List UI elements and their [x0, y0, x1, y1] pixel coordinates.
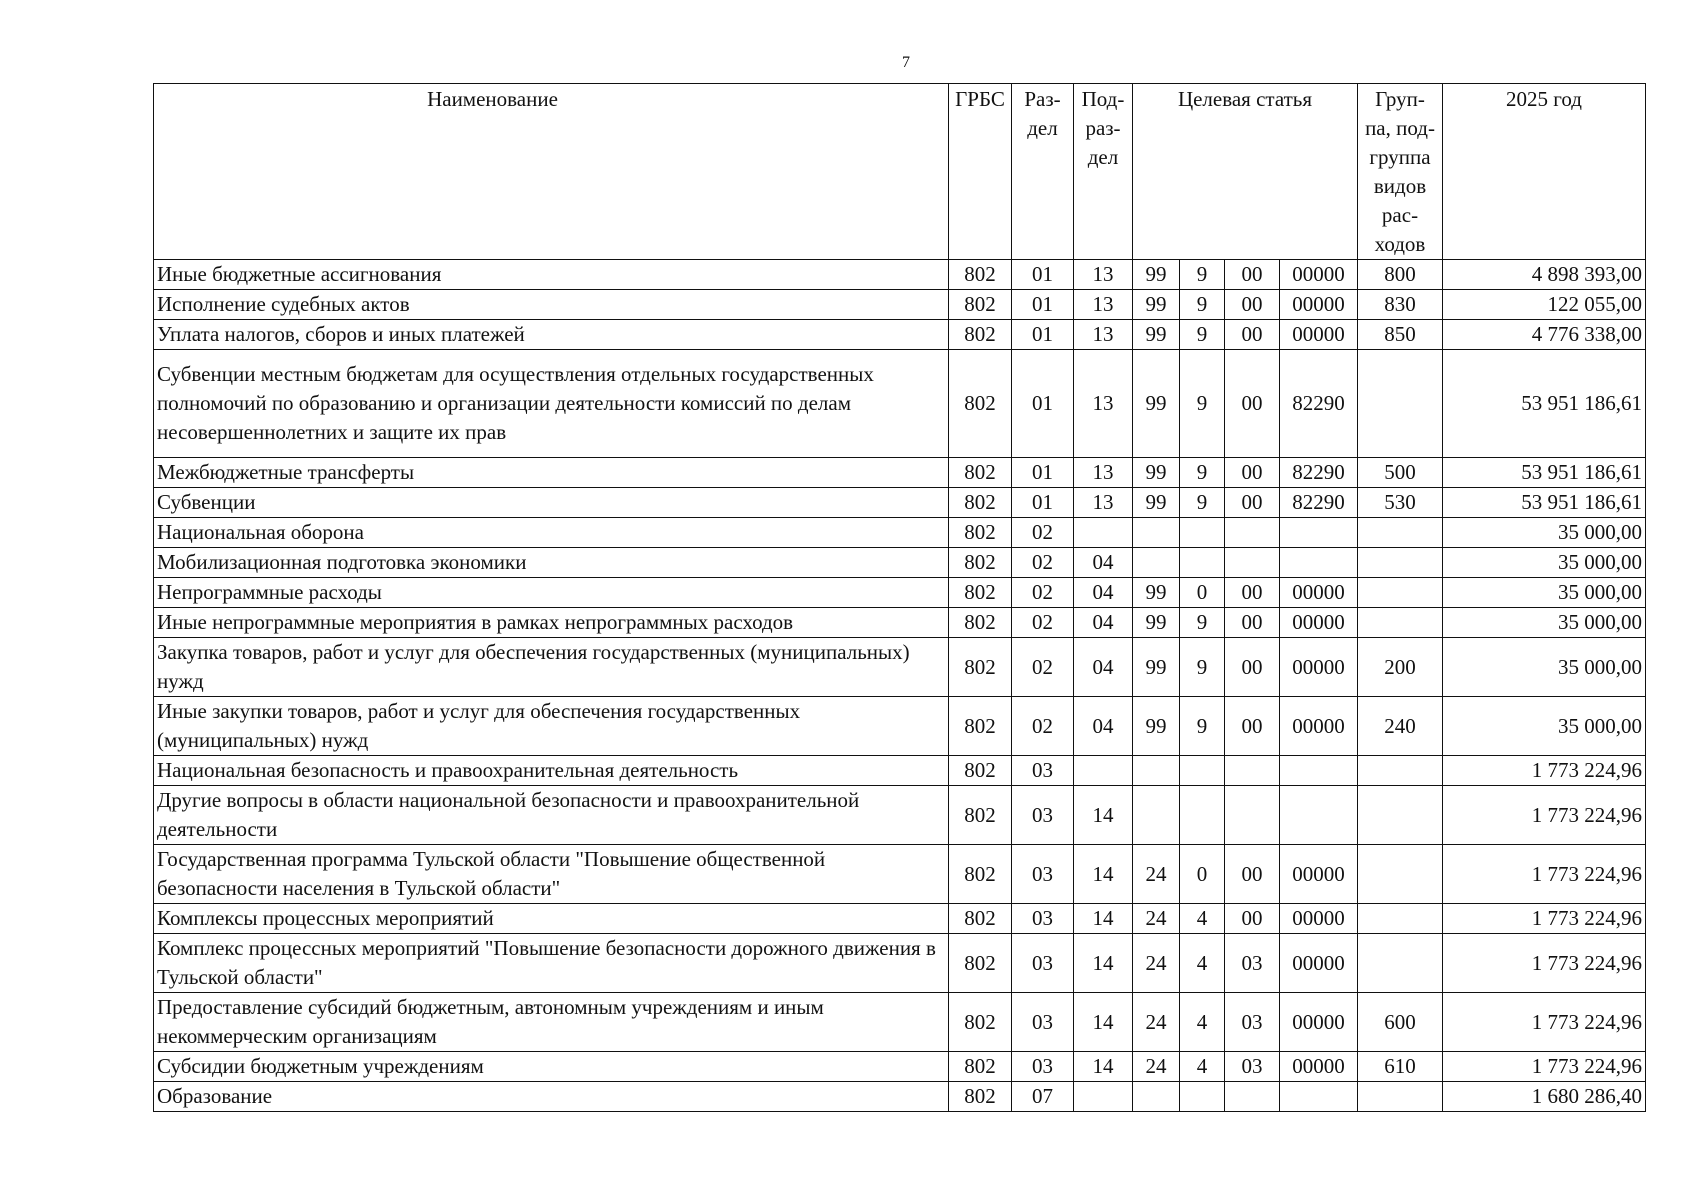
cell-target-direction: [1280, 786, 1358, 845]
cell-expense-group: [1358, 845, 1443, 904]
cell-razdel: 03: [1012, 934, 1074, 993]
cell-grbs: 802: [949, 993, 1012, 1052]
cell-target-program: 99: [1133, 320, 1180, 350]
cell-amount: 1 773 224,96: [1443, 845, 1646, 904]
cell-podrazdel: 13: [1074, 458, 1133, 488]
cell-razdel: 02: [1012, 638, 1074, 697]
cell-expense-group: [1358, 756, 1443, 786]
cell-grbs: 802: [949, 488, 1012, 518]
header-target-article: Целевая статья: [1133, 84, 1358, 260]
header-name: Наименование: [154, 84, 949, 260]
table-row: [154, 934, 1646, 993]
cell-amount: 35 000,00: [1443, 638, 1646, 697]
cell-razdel: 02: [1012, 697, 1074, 756]
cell-target-subprogram: [1225, 756, 1280, 786]
cell-target-program: 99: [1133, 608, 1180, 638]
cell-podrazdel: 04: [1074, 578, 1133, 608]
cell-podrazdel: 14: [1074, 1052, 1133, 1082]
cell-target-type: 0: [1180, 578, 1225, 608]
cell-target-direction: [1280, 756, 1358, 786]
cell-podrazdel: 13: [1074, 290, 1133, 320]
table-row: [154, 1052, 1646, 1082]
cell-podrazdel: 04: [1074, 548, 1133, 578]
cell-target-direction: 00000: [1280, 320, 1358, 350]
cell-razdel: 07: [1012, 1082, 1074, 1112]
cell-target-program: [1133, 756, 1180, 786]
cell-amount: 4 898 393,00: [1443, 260, 1646, 290]
cell-expense-group: 830: [1358, 290, 1443, 320]
cell-name: Образование: [154, 1082, 949, 1112]
cell-podrazdel: [1074, 518, 1133, 548]
cell-grbs: 802: [949, 1082, 1012, 1112]
cell-target-type: 9: [1180, 290, 1225, 320]
header-grbs: ГРБС: [949, 84, 1012, 260]
cell-name: Комплекс процессных мероприятий "Повышение безопасности дорожного движения в Тульской области": [154, 934, 949, 993]
cell-razdel: 01: [1012, 290, 1074, 320]
cell-target-type: 9: [1180, 458, 1225, 488]
table-row: [154, 608, 1646, 638]
header-podrazdel: Под- раз- дел: [1074, 84, 1133, 260]
table-row: [154, 518, 1646, 548]
cell-target-program: 24: [1133, 993, 1180, 1052]
cell-name: Иные непрограммные мероприятия в рамках непрограммных расходов: [154, 608, 949, 638]
cell-amount: 1 773 224,96: [1443, 1052, 1646, 1082]
cell-target-subprogram: 03: [1225, 993, 1280, 1052]
cell-grbs: 802: [949, 518, 1012, 548]
cell-target-subprogram: 00: [1225, 290, 1280, 320]
cell-podrazdel: 14: [1074, 993, 1133, 1052]
cell-target-direction: 00000: [1280, 697, 1358, 756]
cell-amount: 53 951 186,61: [1443, 458, 1646, 488]
table-row: [154, 260, 1646, 290]
cell-name: Исполнение судебных актов: [154, 290, 949, 320]
cell-target-direction: 00000: [1280, 934, 1358, 993]
cell-target-program: 99: [1133, 260, 1180, 290]
cell-target-program: 24: [1133, 904, 1180, 934]
cell-razdel: 01: [1012, 320, 1074, 350]
cell-expense-group: 530: [1358, 488, 1443, 518]
cell-razdel: 01: [1012, 458, 1074, 488]
cell-target-direction: 82290: [1280, 458, 1358, 488]
cell-target-type: 4: [1180, 934, 1225, 993]
cell-target-direction: [1280, 1082, 1358, 1112]
cell-razdel: 03: [1012, 904, 1074, 934]
cell-target-subprogram: 00: [1225, 458, 1280, 488]
table-row: [154, 845, 1646, 904]
cell-grbs: 802: [949, 548, 1012, 578]
cell-expense-group: [1358, 786, 1443, 845]
table-row: [154, 488, 1646, 518]
table-row: [154, 1082, 1646, 1112]
budget-table: [153, 83, 1646, 1112]
cell-target-program: [1133, 786, 1180, 845]
cell-grbs: 802: [949, 578, 1012, 608]
cell-target-type: [1180, 518, 1225, 548]
cell-target-direction: 82290: [1280, 488, 1358, 518]
header-expense-group: Груп- па, под- группа видов рас- ходов: [1358, 84, 1443, 260]
cell-name: Национальная оборона: [154, 518, 949, 548]
cell-target-direction: 00000: [1280, 260, 1358, 290]
cell-grbs: 802: [949, 290, 1012, 320]
cell-grbs: 802: [949, 260, 1012, 290]
cell-podrazdel: 14: [1074, 845, 1133, 904]
cell-expense-group: [1358, 934, 1443, 993]
cell-target-type: 4: [1180, 1052, 1225, 1082]
cell-razdel: 02: [1012, 578, 1074, 608]
cell-amount: 35 000,00: [1443, 518, 1646, 548]
cell-target-subprogram: [1225, 1082, 1280, 1112]
cell-amount: 122 055,00: [1443, 290, 1646, 320]
cell-podrazdel: [1074, 756, 1133, 786]
cell-expense-group: [1358, 518, 1443, 548]
cell-expense-group: [1358, 1082, 1443, 1112]
cell-target-type: [1180, 786, 1225, 845]
cell-expense-group: 240: [1358, 697, 1443, 756]
cell-razdel: 01: [1012, 260, 1074, 290]
cell-amount: 35 000,00: [1443, 548, 1646, 578]
cell-target-type: [1180, 548, 1225, 578]
cell-name: Иные бюджетные ассигнования: [154, 260, 949, 290]
cell-grbs: 802: [949, 1052, 1012, 1082]
cell-target-direction: 00000: [1280, 638, 1358, 697]
cell-razdel: 03: [1012, 1052, 1074, 1082]
cell-name: Субвенции: [154, 488, 949, 518]
cell-target-direction: 00000: [1280, 290, 1358, 320]
cell-name: Межбюджетные трансферты: [154, 458, 949, 488]
cell-target-direction: [1280, 518, 1358, 548]
cell-target-program: 99: [1133, 488, 1180, 518]
cell-target-direction: 00000: [1280, 578, 1358, 608]
cell-target-type: 9: [1180, 638, 1225, 697]
table-row: [154, 350, 1646, 458]
cell-target-type: 4: [1180, 904, 1225, 934]
cell-grbs: 802: [949, 608, 1012, 638]
cell-amount: 1 680 286,40: [1443, 1082, 1646, 1112]
cell-target-subprogram: 03: [1225, 1052, 1280, 1082]
cell-expense-group: [1358, 578, 1443, 608]
cell-name: Субсидии бюджетным учреждениям: [154, 1052, 949, 1082]
cell-target-direction: 00000: [1280, 993, 1358, 1052]
cell-podrazdel: 04: [1074, 608, 1133, 638]
cell-grbs: 802: [949, 458, 1012, 488]
table-row: [154, 290, 1646, 320]
cell-name: Иные закупки товаров, работ и услуг для обеспечения государственных (муниципальных) нужд: [154, 697, 949, 756]
table-row: [154, 904, 1646, 934]
cell-target-program: 99: [1133, 458, 1180, 488]
cell-target-direction: 00000: [1280, 1052, 1358, 1082]
cell-razdel: 03: [1012, 993, 1074, 1052]
cell-razdel: 03: [1012, 845, 1074, 904]
cell-name: Непрограммные расходы: [154, 578, 949, 608]
cell-name: Комплексы процессных мероприятий: [154, 904, 949, 934]
cell-name: Другие вопросы в области национальной безопасности и правоохранительной деятельности: [154, 786, 949, 845]
cell-target-program: 24: [1133, 845, 1180, 904]
cell-target-program: 99: [1133, 578, 1180, 608]
cell-podrazdel: 14: [1074, 786, 1133, 845]
header-year-2025: 2025 год: [1443, 84, 1646, 260]
cell-amount: 1 773 224,96: [1443, 756, 1646, 786]
cell-target-subprogram: 00: [1225, 845, 1280, 904]
cell-name: Уплата налогов, сборов и иных платежей: [154, 320, 949, 350]
cell-target-subprogram: 00: [1225, 608, 1280, 638]
cell-expense-group: 610: [1358, 1052, 1443, 1082]
cell-target-type: 9: [1180, 320, 1225, 350]
cell-name: Государственная программа Тульской области "Повышение общественной безопасности населения в Тульской области": [154, 845, 949, 904]
cell-razdel: 01: [1012, 350, 1074, 458]
cell-name: Предоставление субсидий бюджетным, автономным учреждениям и иным некоммерческим организациям: [154, 993, 949, 1052]
cell-target-type: 0: [1180, 845, 1225, 904]
cell-target-subprogram: 00: [1225, 578, 1280, 608]
cell-target-subprogram: 00: [1225, 638, 1280, 697]
cell-target-type: 4: [1180, 993, 1225, 1052]
cell-grbs: 802: [949, 697, 1012, 756]
cell-expense-group: 200: [1358, 638, 1443, 697]
cell-expense-group: 850: [1358, 320, 1443, 350]
cell-podrazdel: 04: [1074, 697, 1133, 756]
cell-podrazdel: 14: [1074, 934, 1133, 993]
cell-expense-group: 800: [1358, 260, 1443, 290]
cell-target-subprogram: [1225, 786, 1280, 845]
cell-razdel: 02: [1012, 608, 1074, 638]
header-row: [154, 84, 1646, 260]
cell-target-subprogram: 00: [1225, 904, 1280, 934]
cell-amount: 4 776 338,00: [1443, 320, 1646, 350]
cell-amount: 1 773 224,96: [1443, 904, 1646, 934]
table-row: [154, 786, 1646, 845]
cell-razdel: 01: [1012, 488, 1074, 518]
cell-target-type: 9: [1180, 260, 1225, 290]
cell-podrazdel: [1074, 1082, 1133, 1112]
cell-target-type: 9: [1180, 488, 1225, 518]
cell-target-direction: 00000: [1280, 608, 1358, 638]
cell-target-subprogram: [1225, 548, 1280, 578]
cell-target-direction: [1280, 548, 1358, 578]
cell-podrazdel: 13: [1074, 260, 1133, 290]
cell-grbs: 802: [949, 638, 1012, 697]
cell-grbs: 802: [949, 934, 1012, 993]
cell-target-direction: 00000: [1280, 904, 1358, 934]
cell-target-direction: 00000: [1280, 845, 1358, 904]
cell-razdel: 02: [1012, 548, 1074, 578]
cell-expense-group: 600: [1358, 993, 1443, 1052]
cell-target-subprogram: 00: [1225, 697, 1280, 756]
table-row: [154, 458, 1646, 488]
header-razdel: Раз- дел: [1012, 84, 1074, 260]
cell-target-type: 9: [1180, 350, 1225, 458]
cell-grbs: 802: [949, 320, 1012, 350]
cell-target-type: 9: [1180, 608, 1225, 638]
cell-amount: 1 773 224,96: [1443, 786, 1646, 845]
cell-target-subprogram: 00: [1225, 260, 1280, 290]
cell-target-subprogram: 03: [1225, 934, 1280, 993]
cell-name: Закупка товаров, работ и услуг для обеспечения государственных (муниципальных) нужд: [154, 638, 949, 697]
cell-target-program: [1133, 518, 1180, 548]
cell-target-type: 9: [1180, 697, 1225, 756]
cell-amount: 53 951 186,61: [1443, 350, 1646, 458]
cell-grbs: 802: [949, 756, 1012, 786]
cell-grbs: 802: [949, 845, 1012, 904]
cell-target-program: 99: [1133, 290, 1180, 320]
table-row: [154, 578, 1646, 608]
cell-target-program: [1133, 548, 1180, 578]
cell-grbs: 802: [949, 786, 1012, 845]
cell-target-subprogram: 00: [1225, 488, 1280, 518]
cell-target-subprogram: [1225, 518, 1280, 548]
cell-podrazdel: 13: [1074, 488, 1133, 518]
cell-razdel: 02: [1012, 518, 1074, 548]
cell-expense-group: 500: [1358, 458, 1443, 488]
cell-target-direction: 82290: [1280, 350, 1358, 458]
cell-razdel: 03: [1012, 786, 1074, 845]
cell-grbs: 802: [949, 904, 1012, 934]
cell-target-type: [1180, 756, 1225, 786]
cell-grbs: 802: [949, 350, 1012, 458]
cell-target-program: [1133, 1082, 1180, 1112]
table-row: [154, 756, 1646, 786]
cell-target-program: 99: [1133, 638, 1180, 697]
cell-amount: 35 000,00: [1443, 608, 1646, 638]
cell-target-type: [1180, 1082, 1225, 1112]
cell-name: Субвенции местным бюджетам для осуществления отдельных государственных полномочий по образованию и организации деятельности комиссий по делам несовершеннолетних и защите их прав: [154, 350, 949, 458]
cell-expense-group: [1358, 350, 1443, 458]
cell-expense-group: [1358, 548, 1443, 578]
cell-podrazdel: 14: [1074, 904, 1133, 934]
cell-podrazdel: 04: [1074, 638, 1133, 697]
cell-name: Мобилизационная подготовка экономики: [154, 548, 949, 578]
cell-target-program: 24: [1133, 1052, 1180, 1082]
table-row: [154, 638, 1646, 697]
cell-amount: 35 000,00: [1443, 578, 1646, 608]
cell-target-program: 99: [1133, 350, 1180, 458]
cell-podrazdel: 13: [1074, 320, 1133, 350]
table-row: [154, 320, 1646, 350]
table-row: [154, 993, 1646, 1052]
cell-razdel: 03: [1012, 756, 1074, 786]
cell-target-program: 99: [1133, 697, 1180, 756]
table-row: [154, 548, 1646, 578]
cell-target-subprogram: 00: [1225, 350, 1280, 458]
cell-target-program: 24: [1133, 934, 1180, 993]
cell-expense-group: [1358, 608, 1443, 638]
cell-amount: 53 951 186,61: [1443, 488, 1646, 518]
table-row: [154, 697, 1646, 756]
cell-expense-group: [1358, 904, 1443, 934]
cell-name: Национальная безопасность и правоохранительная деятельность: [154, 756, 949, 786]
cell-amount: 35 000,00: [1443, 697, 1646, 756]
cell-amount: 1 773 224,96: [1443, 934, 1646, 993]
cell-amount: 1 773 224,96: [1443, 993, 1646, 1052]
cell-podrazdel: 13: [1074, 350, 1133, 458]
cell-target-subprogram: 00: [1225, 320, 1280, 350]
page-number: 7: [902, 54, 910, 71]
table-body: [154, 260, 1646, 1112]
